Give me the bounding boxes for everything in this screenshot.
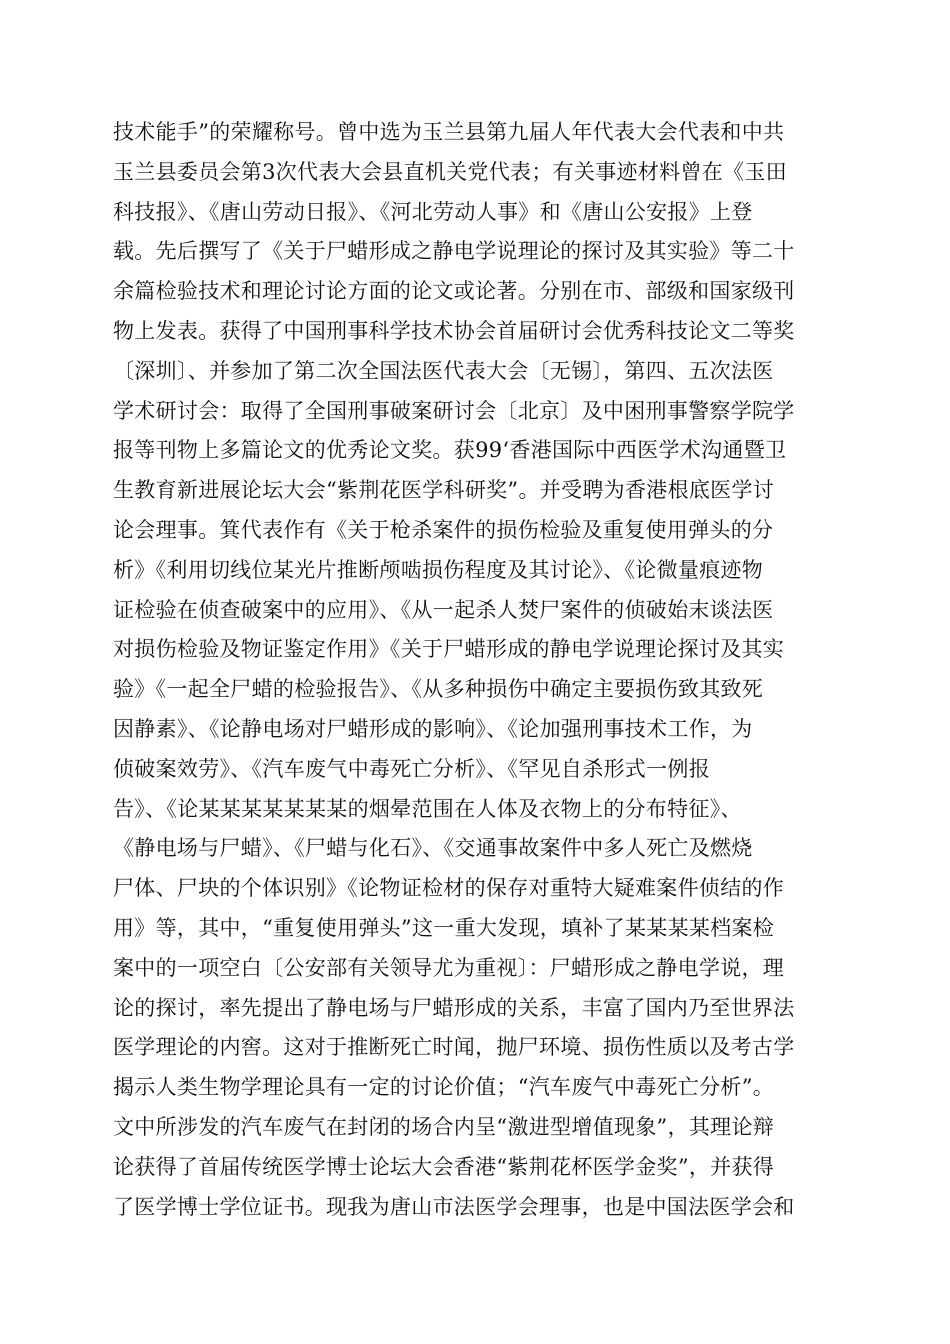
text-line: 文中所涉发的汽车废气在封闭的场合内呈“激进型增值现象”，其理论辩 xyxy=(113,1114,775,1139)
text-line: 科技报》、《唐山劳动日报》、《河北劳动人事》和《唐山公安报》上登 xyxy=(113,199,753,224)
text-line: 载。先后撰写了《关于尸蜡形成之静电学说理论的探讨及其实验》等二十 xyxy=(113,239,795,264)
text-line: 技术能手”的荣耀称号。曾中选为玉兰县第九届人年代表大会代表和中共 xyxy=(113,120,785,144)
text-line: 论的探讨，率先提出了静电场与尸蜡形成的关系，丰富了国内乃至世界法 xyxy=(113,995,795,1020)
text-line: 析》《利用切线位某光片推断颅啮损伤程度及其讨论》、《论微量痕迹物 xyxy=(113,557,764,582)
text-line: 报等刊物上多篇论文的优秀论文奖。获99‘香港国际中西医学术沟通暨卫 xyxy=(113,438,787,463)
text-line: 论获得了首届传统医学博士论坛大会香港“紫荆花杯医学金奖”，并获得 xyxy=(113,1154,775,1179)
text-line: 学术研讨会：取得了全国刑事破案研讨会〔北京〕及中困刑事警察学院学 xyxy=(113,398,795,423)
text-line: 玉兰县委员会第3次代表大会县直机关党代表；有关事迹材料曾在《玉田 xyxy=(113,159,787,184)
text-line: 用》等，其中，“重复使用弹头”这一重大发现，填补了某某某某档案检 xyxy=(113,915,775,940)
text-line: 侦破案效劳》、《汽车废气中毒死亡分析》、《罕见自杀形式一例报 xyxy=(113,756,710,781)
text-line: 《静电场与尸蜡》、《尸蜡与化石》、《交通事故案件中多人死亡及燃烧 xyxy=(113,836,753,861)
text-line: 了医学博士学位证书。现我为唐山市法医学会理事，也是中国法医学会和 xyxy=(113,1194,795,1219)
text-line: 物上发表。获得了中国刑事科学技术协会首届研讨会优秀科技论文二等奖 xyxy=(113,318,795,343)
text-line: 〔深圳〕、并参加了第二次全国法医代表大会〔无锡〕，第四、五次法医 xyxy=(113,358,774,383)
text-line: 因静素》、《论静电场对尸蜡形成的影响》、《论加强刑事技术工作，为 xyxy=(113,716,753,741)
text-line: 对损伤检验及物证鉴定作用》《关于尸蜡形成的静电学说理论探讨及其实 xyxy=(113,637,785,662)
text-line: 生教育新进展论坛大会“紫荆花医学科研奖”。并受聘为香港根底医学讨 xyxy=(113,478,775,503)
text-line: 验》《一起全尸蜡的检验报告》、《从多种损伤中确定主要损伤致其致死 xyxy=(113,677,764,702)
text-line: 告》、《论某某某某某某某的烟晕范围在人体及衣物上的分布特征》、 xyxy=(113,796,742,821)
text-line: 尸体、尸块的个体识别》《论物证检材的保存对重特大疑难案件侦结的作 xyxy=(113,876,785,901)
text-line: 医学理论的内窖。这对于推断死亡时闻，抛尸环境、损伤性质以及考古学 xyxy=(113,1035,795,1060)
text-line: 证检验在侦查破案中的应用》、《从一起杀人焚尸案件的侦破始末谈法医 xyxy=(113,597,774,622)
body-text xyxy=(113,113,833,1227)
text-line: 余篇检验技术和理论讨论方面的论文或论著。分别在市、部级和国家级刊 xyxy=(113,279,795,304)
text-line: 揭示人类生物学理论具有一定的讨论价值；“汽车废气中毒死亡分析”。 xyxy=(113,1075,775,1100)
text-line: 案中的一项空白〔公安部有关领导尤为重视〕：尸蜡形成之静电学说，理 xyxy=(113,955,785,980)
text-line: 论会理事。箕代表作有《关于枪杀案件的损伤检验及重复使用弹头的分 xyxy=(113,517,774,542)
